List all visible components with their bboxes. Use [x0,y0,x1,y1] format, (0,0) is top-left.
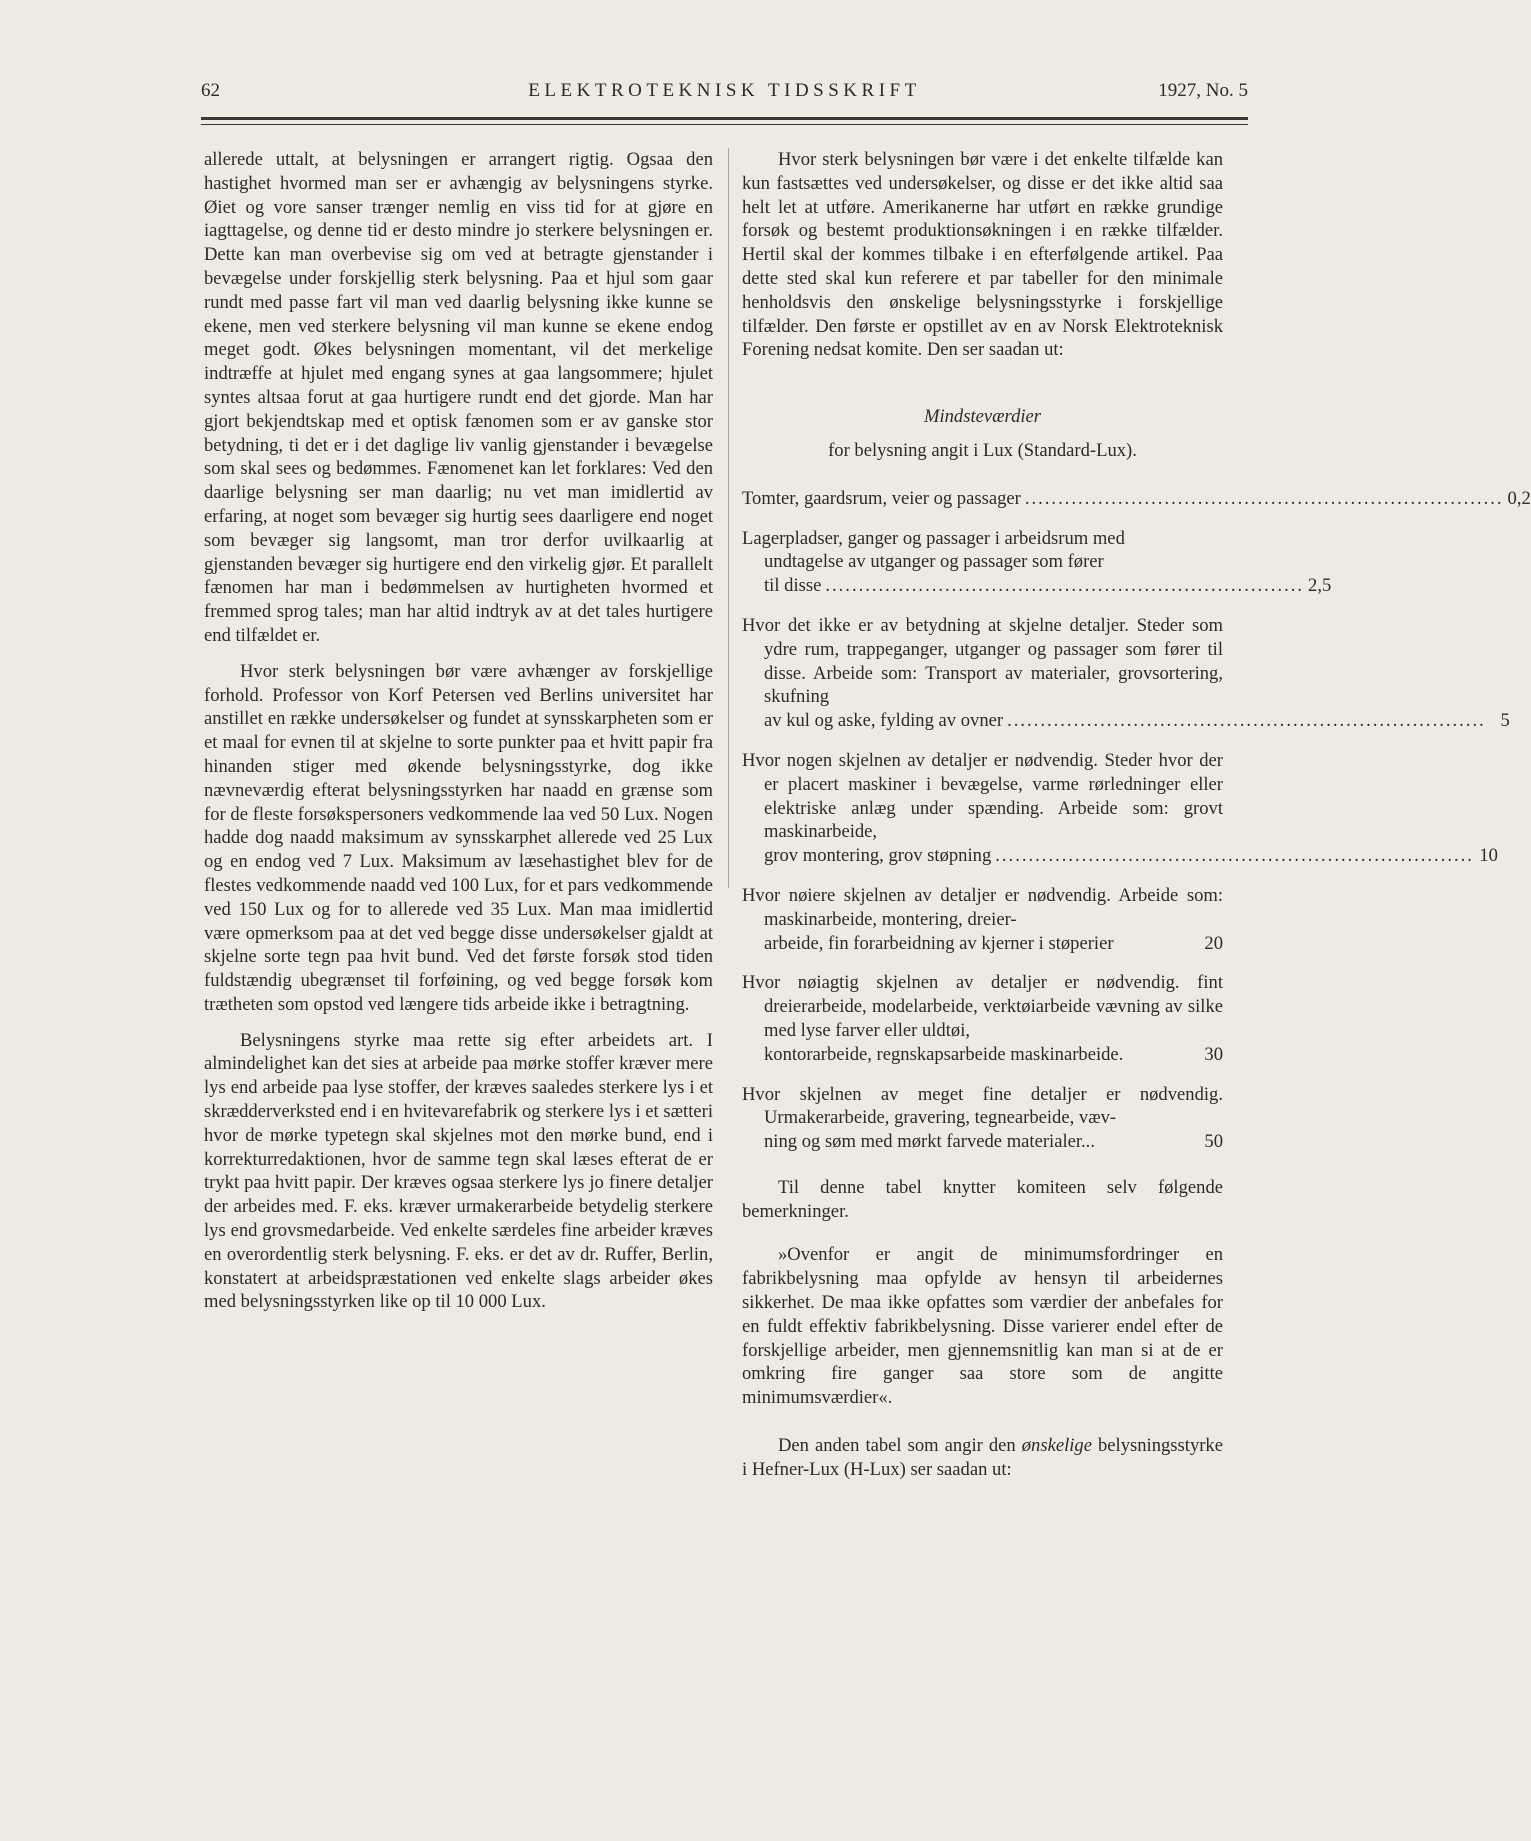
table-entry [742,614,1510,733]
issue-label: 1927, No. 5 [1158,80,1248,101]
entry-text: Tomter, gaardsrum, veier og passager [742,487,1021,509]
right-column [742,148,1531,1494]
paragraph: Hvor sterk belysningen bør være avhænger av forskjellige forhold. Professor von Korf Petersen ved Berlins universitet har anstillet en række undersøkelser og fundet at synsskarpheten som er et maal for evnen til at skjelne to sorte punkter paa et hvitt papir fra hinanden stiger med økende belysningsstyrke, dog ikke nævneværdig efterat belysningsstyrken har naadd en grænse som for de fleste forsøkspersoners vedkommende laa ved 50 Lux. Nogen hadde dog naadd maksimum av synsskarphet allerede ved 25 Lux og en endog ved 7 Lux. Maksimum av læsehastighet blev for de flestes vedkommende naadd ved 100 Lux, for et pars vedkommende ved 150 Lux og for to allerede ved 35 Lux. Man maa imidlertid være opmerksom paa at det ved begge disse undersøkelser gjaldt at skjelne sorte tegn paa hvit bund. Ved det første forsøk stod tiden fuldstændig ubegrænset til forføining, og ved begge forsøk kom trætheten som opstod ved længere tids arbeide ikke i betragtning. [204,660,713,1015]
header-rule-thick [201,117,1248,120]
entry-text-last: grov montering, grov støpning [764,845,992,867]
header-rule-thin [201,124,1248,125]
text-run: Den anden tabel som angir den [778,1435,1022,1457]
entry-value: 50 [1204,1131,1223,1153]
entry-value: 30 [1204,1043,1223,1065]
table-entry [742,527,1332,598]
leader-dots: ........................................................................ [825,575,1305,597]
table-caption: Mindsteværdier [923,406,1042,428]
paragraph: »Ovenfor er angit de minimumsfordringer en fabrikbelysning maa opfylde av hensyn til arbeidernes sikkerhet. De maa ikke opfattes som værdier der anbefales for en fuldt effektiv fabrikbelysning. Disse varierer endel efter de forskjellige arbeider, men gjennemsnitlig kan man si at de er omkring fire ganger saa store som de angitte minimumsværdier«. [742,1244,1223,1409]
entry-value: 2,5 [1308,575,1332,597]
text-run: belysningsstyrke i Hefner-Lux (H-Lux) ser saadan ut: [742,1435,1223,1480]
paragraph: Hvor sterk belysningen bør være i det enkelte tilfælde kan kun fastsættes ved undersøkelser, og disse er det ikke altid saa helt let at utføre. Amerikanerne har utført en række grundige forsøk og bestemt produktionsøkningen i en række tilfælder. Hertil skal der kommes tilbake i en efterfølgende artikel. Paa dette sted skal kun referere et par tabeller for den minimale henholdsvis den ønskelige belysningsstyrke i forskjellige tilfælder. Den første er opstillet av en av Norsk Elektroteknisk Forening nedsat komite. Den ser saadan ut: [742,149,1223,361]
running-header [201,78,1248,108]
entry-text-last: av kul og aske, fylding av ovner [764,710,1004,732]
entry-text: Hvor nøiagtig skjelnen av detaljer er nødvendig. fint dreierarbeide, modelarbeide, verktøiarbeide vævning av silke med lyse farver eller uldtøi, [742,972,1223,1041]
page-number: 62 [201,80,220,101]
paragraph-last [742,1434,1223,1482]
entry-text: Hvor det ikke er av betydning at skjelne detaljer. Steder som ydre rum, trappeganger, utganger og passager som fører til disse. Arbeide som: Transport av materialer, grovsortering, skufning [742,614,1223,708]
entry-text-last: arbeide, fin forarbeidning av kjerner i støperier [764,932,1114,954]
paragraph: allerede uttalt, at belysningen er arrangert rigtig. Ogsaa den hastighet hvormed man ser er avhængig av belysningens styrke. Øiet og vore sanser trænger nemlig en viss tid for at gjøre en iagttagelse, og denne tid er desto mindre jo sterkere belysningen er. Dette kan man overbevise sig om ved at betragte gjenstander i bevægelse under forskjellig sterk belysning. Paa et hjul som gaar rundt med passe fart vil man ved daarlig belysning ikke kunne se ekene, men ved sterkere belysning vil man kunne se ekene endog meget godt. Økes belysningen momentant, vil det merkelige indtræffe at hjulet med engang synes at gaa langsommere; hjulet syntes altsaa forut at gaa hurtigere rundt end det gjorde. Man har gjort bekjendtskap med et optisk fænomen som er av ganske stor betydning, ti det er i det daglige liv vanlig gjenstander i bevægelse som skal sees og bedømmes. Fænomenet kan let forklares: Ved den daarlige belysning ser man daarlig; nu vet man imidlertid av erfaring, at noget som bevæger sig hurtig sees daarligere end noget som bevæger sig langsomt, man tror derfor uvilkaarlig at gjenstanden bevæger sig hurtigere end den virkelig gjør. Et parallelt fænomen har man i bedømmelsen av hurtigheten hvormed et fremmed sprog tales; man har altid indtryk av at det tales hurtigere end tilfældet er. [204,149,713,646]
entry-text: Hvor nøiere skjelnen av detaljer er nødvendig. Arbeide som: maskinarbeide, montering, dreier- [742,884,1223,930]
table-entry [742,884,1223,955]
table-subcaption: for belysning angit i Lux (Standard-Lux). [828,439,1137,461]
left-column [204,148,713,1326]
leader-dots: ........................................................................ [1007,710,1486,732]
entry-text-last: kontorarbeide, regnskapsarbeide maskinarbeide. [764,1043,1124,1065]
minimum-lux-table [742,487,1531,1154]
paragraph: Til denne tabel knytter komiteen selv følgende bemerkninger. [742,1176,1223,1222]
paragraph: Belysningens styrke maa rette sig efter arbeidets art. I almindelighet kan det sies at arbeide paa mørke stoffer kræver mere lys end arbeide paa lyse stoffer, der kræves saaledes sterkere lys i et skrædderverksted end i en hvitevarefabrik og sterkere lys i et sætteri hvor de mørke typetegn skal skjelnes mot den mørke bund, end i korrekturredaktionen, hvor de samme tegn skal læses efterat de er trykt paa hvitt papir. Der kræves ogsaa sterkere lys jo finere detaljer der arbeides med. F. eks. kræver urmakerarbeide betydelig sterkere lys end grovsmedarbeide. Ved enkelte særdeles fine arbeider kræves en overordentlig sterk belysning. F. eks. er det av dr. Ruffer, Berlin, konstatert at arbeidspræstationen ved enkelte slags arbeider økes med belysningsstyrken like op til 10 000 Lux. [204,1029,713,1313]
entry-value: 10 [1479,845,1498,867]
table-entry [742,487,1531,511]
emphasis: ønskelige [1021,1435,1092,1457]
entry-value: 5 [1500,710,1510,732]
entry-text-last: ning og søm med mørkt farvede materialer... [764,1131,1095,1153]
entry-text: Lagerpladser, ganger og passager i arbeidsrum med [742,527,1125,549]
table-entry [742,971,1223,1066]
entry-text: Hvor nogen skjelnen av detaljer er nødvendig. Steder hvor der er placert maskiner i bevægelse, varme rørledninger eller elektriske anlæg under spænding. Arbeide som: grovt maskinarbeide, [742,749,1223,843]
table-entry [742,749,1498,868]
entry-text-continued: undtagelse av utganger og passager som fører [764,551,1104,573]
entry-text-last: til disse [764,575,822,597]
table-entry [742,1083,1223,1154]
entry-value: 0,2 [1507,487,1531,509]
entry-text: Hvor skjelnen av meget fine detaljer er nødvendig. Urmakerarbeide, gravering, tegnearbeide, væv- [742,1083,1223,1129]
entry-value: 20 [1204,932,1223,954]
leader-dots: ........................................................................ [1024,487,1504,509]
column-divider [728,148,729,888]
journal-title: ELEKTROTEKNISK TIDSSKRIFT [528,80,921,101]
leader-dots: ........................................................................ [995,845,1474,867]
